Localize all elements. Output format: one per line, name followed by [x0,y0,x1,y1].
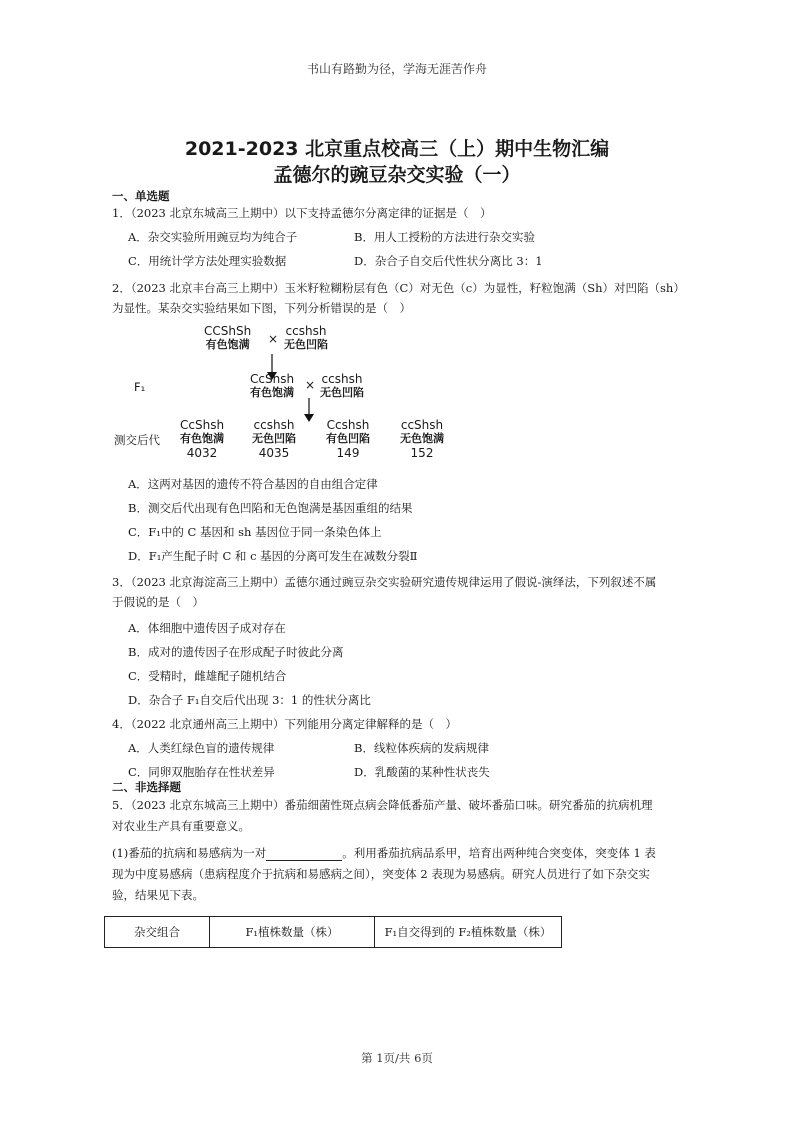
question-4-option-d: D．乳酸菌的某种性状丧失 [354,765,490,779]
offspring-4-count: 152 [410,446,434,460]
offspring-2 [252,418,296,460]
offspring-1 [180,418,224,460]
offspring-4 [400,418,444,460]
table-header-cell: 杂交组合 [105,917,210,948]
f1-phenotype: 有色饱满 [250,386,295,399]
offspring-1-count: 4032 [186,446,218,460]
page-subtitle: 孟德尔的豌豆杂交实验（一） [273,164,521,186]
offspring-2-genotype: ccshsh [253,418,295,432]
question-2-option-b: B．测交后代出现有色凹陷和无色饱满是基因重组的结果 [128,501,413,515]
question-3-option-c: C．受精时，雌雄配子随机结合 [128,669,287,683]
answer-blank[interactable] [266,848,342,861]
parent-2-genotype: ccshsh [285,324,327,338]
question-1-option-d: D．杂合子自交后代性状分离比 3：1 [354,254,543,268]
section-heading-non-choice: 二、非选择题 [112,780,181,794]
cross-symbol-testcross: × [305,378,316,392]
question-5-part-1-line2: 现为中度易感病（患病程度介于抗病和易感病之间），突变体 2 表现为易感病。研究人员进行了如下杂交实 [112,867,650,881]
question-3-stem-line1: 3．（2023 北京海淀高三上期中）孟德尔通过豌豆杂交实验研究遗传规律运用了假说-演绎法，下列叙述不属 [112,575,657,589]
question-4-option-c: C．同卵双胞胎存在性状差异 [128,765,275,779]
question-5-part-1-line3: 验，结果见下表。 [112,888,204,902]
question-3-option-d: D．杂合子 F₁自交后代出现 3：1 的性状分离比 [128,693,371,707]
question-1-stem: 1．（2023 北京东城高三上期中）以下支持孟德尔分离定律的证据是（ ） [112,206,492,220]
f1-individual [250,372,294,400]
offspring-2-phenotype: 无色凹陷 [252,432,296,445]
question-3-option-b: B．成对的遗传因子在形成配子时彼此分离 [128,645,344,659]
page-number: 第 1页/共 6页 [361,1051,433,1065]
parent-2 [284,324,328,352]
question-5-part-1-line1 [112,845,692,861]
question-2-option-c: C．F₁中的 C 基因和 sh 基因位于同一条染色体上 [128,525,382,539]
question-1-option-a: A．杂交实验所用豌豆均为纯合子 [128,230,298,244]
question-4-option-a: A．人类红绿色盲的遗传规律 [128,741,275,755]
offspring-3 [326,418,370,460]
page-title: 2021-2023 北京重点校高三（上）期中生物汇编 [184,138,610,160]
offspring-4-phenotype: 无色饱满 [400,432,444,445]
testcross-parent [320,372,364,400]
question-1-option-c: C．用统计学方法处理实验数据 [128,254,287,268]
question-5-part-1-text-a: (1)番茄的抗病和易感病为一对 [112,846,267,860]
table-header-cell: F₁植株数量（株） [210,917,375,948]
question-2-stem-line2: 为显性。某杂交实验结果如下图，下列分析错误的是（ ） [112,301,411,315]
header-motto: 书山有路勤为径，学海无涯苦作舟 [306,62,487,76]
question-2-option-a: A．这两对基因的遗传不符合基因的自由组合定律 [128,477,378,491]
offspring-4-genotype: ccShsh [400,418,444,432]
testcross-offspring-label: 测交后代 [114,433,160,447]
offspring-1-phenotype: 有色饱满 [180,432,225,445]
offspring-2-count: 4035 [258,446,290,460]
parent-1-phenotype: 有色饱满 [205,338,250,351]
offspring-3-genotype: Ccshsh [326,418,370,432]
question-4-stem: 4．（2022 北京通州高三上期中）下列能用分离定律解释的是（ ） [112,717,457,731]
parent-1 [204,324,251,352]
cross-symbol-parents: × [268,332,279,346]
section-heading-single-choice: 一、单选题 [112,189,170,203]
offspring-3-count: 149 [336,446,360,460]
table-header-cell: F₁自交得到的 F₂植株数量（株） [375,917,562,948]
question-5-stem-line1: 5．（2023 北京东城高三上期中）番茄细菌性斑点病会降低番茄产量、破坏番茄口味。研究番茄的抗病机理 [112,798,653,812]
cross-results-table [104,916,562,948]
testcross-parent-phenotype: 无色凹陷 [320,386,364,399]
question-5-part-1-text-b: 。利用番茄抗病品系甲，培育出两种纯合突变体，突变体 1 表 [342,846,656,860]
question-1-option-b: B．用人工授粉的方法进行杂交实验 [354,230,535,244]
question-2-stem-line1: 2．（2023 北京丰台高三上期中）玉米籽粒糊粉层有色（C）对无色（c）为显性，籽粒饱满（Sh）对凹陷（sh） [112,281,685,295]
offspring-1-genotype: CcShsh [180,418,225,432]
testcross-parent-genotype: ccshsh [321,372,363,386]
testcross-diagram [112,318,472,468]
question-5-stem-line2: 对农业生产具有重要意义。 [112,819,250,833]
question-2-option-d: D．F₁产生配子时 C 和 c 基因的分离可发生在减数分裂Ⅱ [128,549,418,563]
question-4-option-b: B．线粒体疾病的发病规律 [354,741,489,755]
f1-genotype: CcShsh [250,372,295,386]
question-3-option-a: A．体细胞中遗传因子成对存在 [128,621,286,635]
offspring-3-phenotype: 有色凹陷 [326,432,370,445]
f1-label: F₁ [134,380,146,394]
arrow-to-offspring [299,398,319,422]
parent-1-genotype: CCShSh [204,324,252,338]
table-header-row [105,917,562,948]
question-3-stem-line2: 于假说的是（ ） [112,595,204,609]
parent-2-phenotype: 无色凹陷 [284,338,328,351]
